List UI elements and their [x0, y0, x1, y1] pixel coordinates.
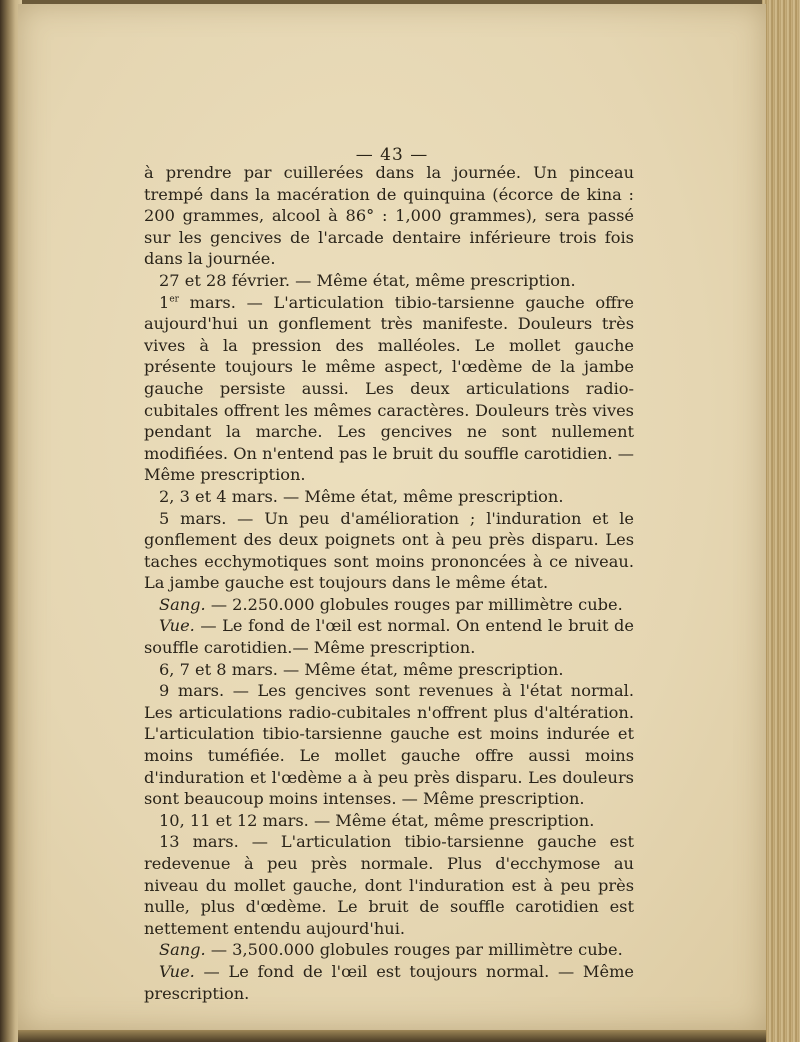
- paragraph: Sang. — 3,500.000 globules rouges par millimètre cube.: [159, 940, 623, 960]
- paragraph: à prendre par cuillerées dans la journée. Un pinceau trempé dans la macération de quinquina (écorce de kina : 200 grammes, alcool à 86° : 1,000 grammes), sera passé sur les gencives de l'arcade dentaire inférieure trois fois dans la journée.: [144, 163, 634, 269]
- page-number: — 43 —: [355, 145, 429, 165]
- book-page-edges-right: [762, 0, 800, 1042]
- paragraph: 1er mars. — L'articulation tibio-tarsienne gauche offre aujourd'hui un gonflement très manifeste. Douleurs très vives à la pression des malléoles. Le mollet gauche présente toujours le même aspect, l'œdème de la jambe gauche persiste aussi. Les deux articulations radio-cubitales offrent les mêmes caractères. Douleurs très vives pendant la marche. Les gencives ne sont nullement modifiées. On n'entend pas le bruit du souffle carotidien. — Même prescription.: [144, 292, 634, 485]
- paragraph: 27 et 28 février. — Même état, même prescription.: [159, 270, 576, 290]
- paragraph: 10, 11 et 12 mars. — Même état, même prescription.: [159, 810, 595, 830]
- ordinal-suffix: er: [169, 294, 179, 305]
- date-label: 1: [159, 292, 170, 312]
- body-text: [144, 162, 634, 1004]
- italic-label: Vue.: [159, 961, 195, 981]
- italic-label: Vue.: [159, 616, 195, 636]
- paragraph: Vue. — Le fond de l'œil est normal. On entend le bruit de souffle carotidien.— Même prescription.: [144, 616, 634, 658]
- italic-label: Sang.: [159, 940, 206, 960]
- italic-label: Sang.: [159, 594, 206, 614]
- paragraph: 2, 3 et 4 mars. — Même état, même prescription.: [159, 486, 564, 506]
- paragraph: Sang. — 2.250.000 globules rouges par millimètre cube.: [159, 594, 623, 614]
- paragraph: 6, 7 et 8 mars. — Même état, même prescription.: [159, 659, 564, 679]
- paragraph: 5 mars. — Un peu d'amélioration ; l'induration et le gonflement des deux poignets ont à peu près disparu. Les taches ecchymotiques sont moins prononcées à ce niveau. La jambe gauche est toujours dans le même état.: [144, 508, 634, 593]
- paragraph: Vue. — Le fond de l'œil est toujours normal. — Même prescription.: [144, 961, 634, 1003]
- paragraph: 13 mars. — L'articulation tibio-tarsienne gauche est redevenue à peu près normale. Plus d'ecchymose au niveau du mollet gauche, dont l'induration est à peu près nulle, plus d'œdème. Le bruit de souffle carotidien est nettement entendu aujourd'hui.: [144, 832, 634, 938]
- book-page-edge-bottom: [18, 1030, 766, 1042]
- paragraph: 9 mars. — Les gencives sont revenues à l'état normal. Les articulations radio-cubitales n'offrent plus d'altération. L'articulation tibio-tarsienne gauche est moins indurée et moins tuméfiée. Le mollet gauche offre aussi moins d'induration et l'œdème a à peu près disparu. Les douleurs sont beaucoup moins intenses. — Même prescription.: [144, 681, 634, 809]
